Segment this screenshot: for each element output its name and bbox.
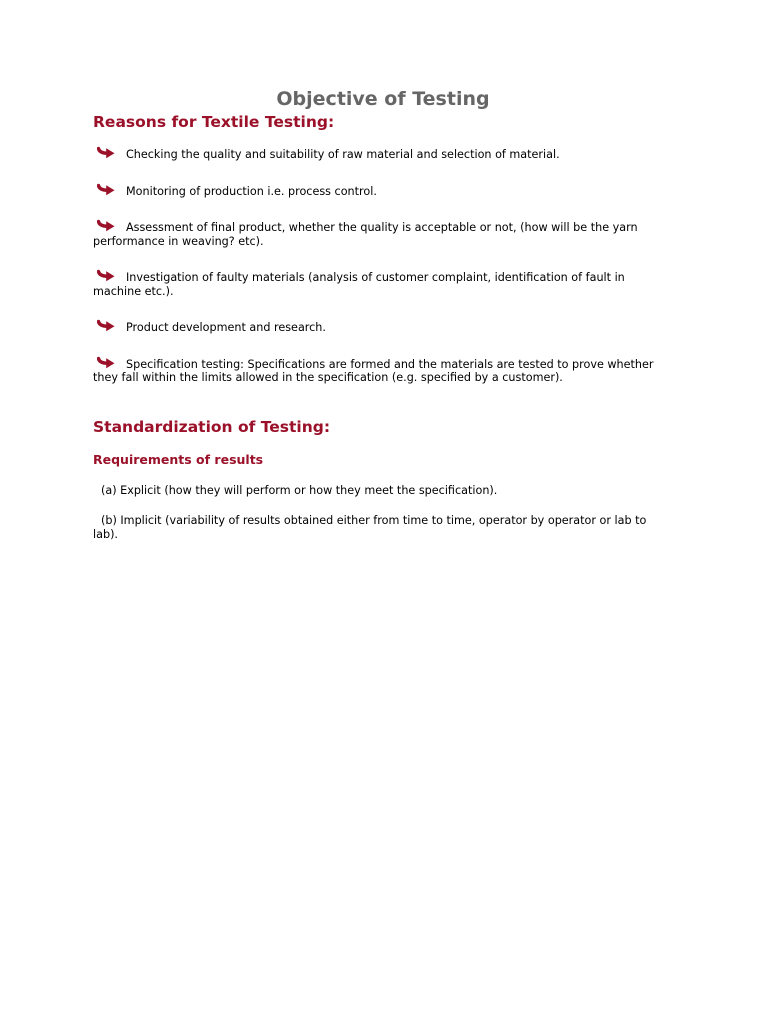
list-item <box>93 355 673 385</box>
page-title: Objective of Testing <box>276 88 490 110</box>
curved-right-arrow-icon <box>97 218 115 232</box>
list-item <box>93 218 673 248</box>
list-item <box>93 318 673 335</box>
document-page <box>93 86 673 541</box>
subheading-requirements: Requirements of results <box>93 451 264 467</box>
curved-right-arrow-icon <box>97 145 115 159</box>
list-item <box>93 182 673 199</box>
requirement-item <box>93 514 673 541</box>
list-item <box>93 145 673 162</box>
requirement-item <box>93 484 673 498</box>
list-item <box>93 268 673 298</box>
reason-text: Monitoring of production i.e. process control. <box>126 184 377 198</box>
reason-text: Specification testing: Specifications are formed and the materials are tested to prove whether they fall within the limits allowed in the specification (e.g. specified by a customer). <box>93 357 654 384</box>
section-heading-reasons: Reasons for Textile Testing: <box>93 113 335 131</box>
curved-right-arrow-icon <box>97 182 115 196</box>
requirement-text: (b) Implicit (variability of results obtained either from time to time, operator by operator or lab to lab). <box>93 514 647 541</box>
section-heading-standardization: Standardization of Testing: <box>93 417 331 436</box>
reason-text: Checking the quality and suitability of raw material and selection of material. <box>126 148 560 161</box>
curved-right-arrow-icon <box>97 268 115 282</box>
reason-text: Investigation of faulty materials (analysis of customer complaint, identification of fault in machine etc.). <box>93 271 625 298</box>
requirement-text: (a) Explicit (how they will perform or how they meet the specification). <box>101 483 498 497</box>
reason-text: Product development and research. <box>126 321 326 334</box>
curved-right-arrow-icon <box>97 355 115 369</box>
reason-text: Assessment of final product, whether the quality is acceptable or not, (how will be the yarn performance in weaving? etc). <box>93 221 638 248</box>
curved-right-arrow-icon <box>97 318 115 332</box>
reasons-list <box>93 145 673 385</box>
